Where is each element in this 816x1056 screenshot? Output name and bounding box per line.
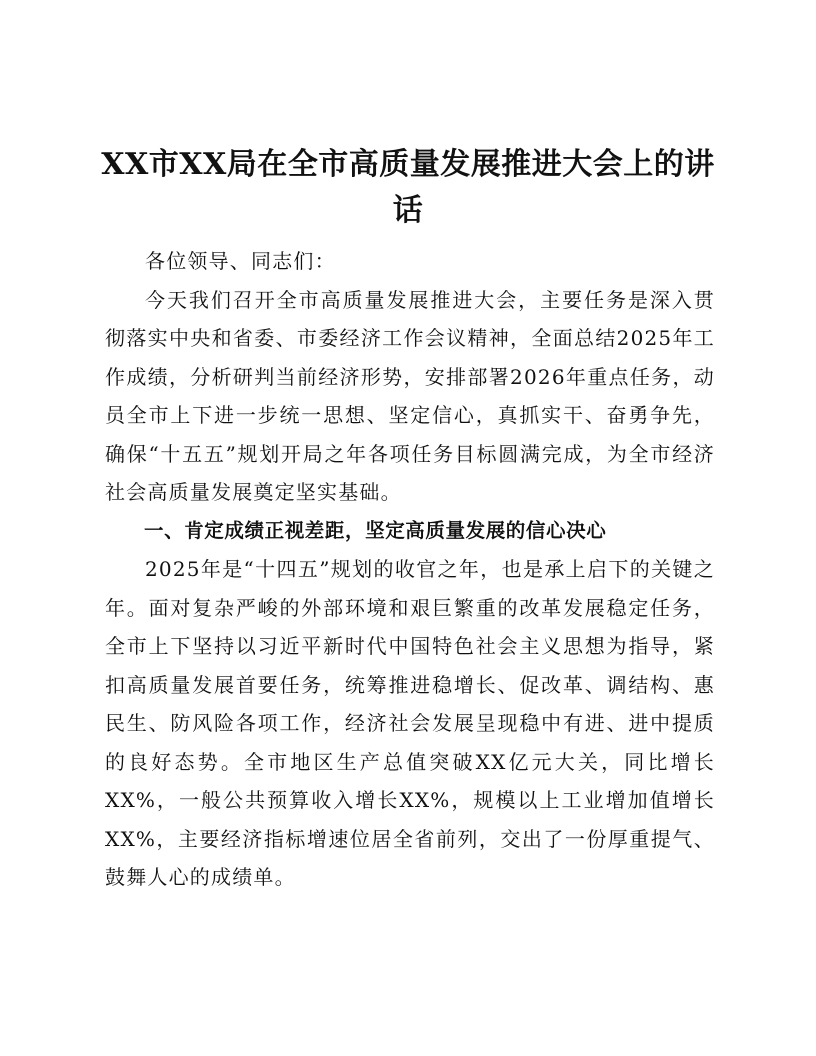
section-heading: 一、肯定成绩正视差距，坚定高质量发展的信心决心 — [144, 518, 607, 542]
paragraph: 2025年是“十四五”规划的收官之年，也是承上启下的关键之年。面对复杂严峻的外部环境和艰巨繁重的改革发展稳定任务，全市上下坚持以习近平新时代中国特色社会主义思想为指导，紧扣高质量发展首要任务，统筹推进稳增长、促改革、调结构、惠民生、防风险各项工作，经济社会发展呈现稳中有进、进中提质的良好态势。全市地区生产总值突破XX亿元大关，同比增长XX%，一般公共预算收入增长XX%，规模以上工业增加值增长XX%，主要经济指标增速位居全省前列，交出了一份厚重提气、鼓舞人心的成绩单。 — [105, 557, 715, 889]
document-body — [105, 242, 715, 897]
paragraph: 今天我们召开全市高质量发展推进大会，主要任务是深入贯彻落实中央和省委、市委经济工作会议精神，全面总结2025年工作成绩，分析研判当前经济形势，安排部署2026年重点任务，动员全市上下进一步统一思想、坚定信心，真抓实干、奋勇争先，确保“十五五”规划开局之年各项任务目标圆满完成，为全市经济社会高质量发展奠定坚实基础。 — [105, 287, 715, 504]
document-title: XX市XX局在全市高质量发展推进大会上的讲话 — [101, 147, 715, 228]
salutation: 各位领导、同志们： — [145, 249, 336, 273]
